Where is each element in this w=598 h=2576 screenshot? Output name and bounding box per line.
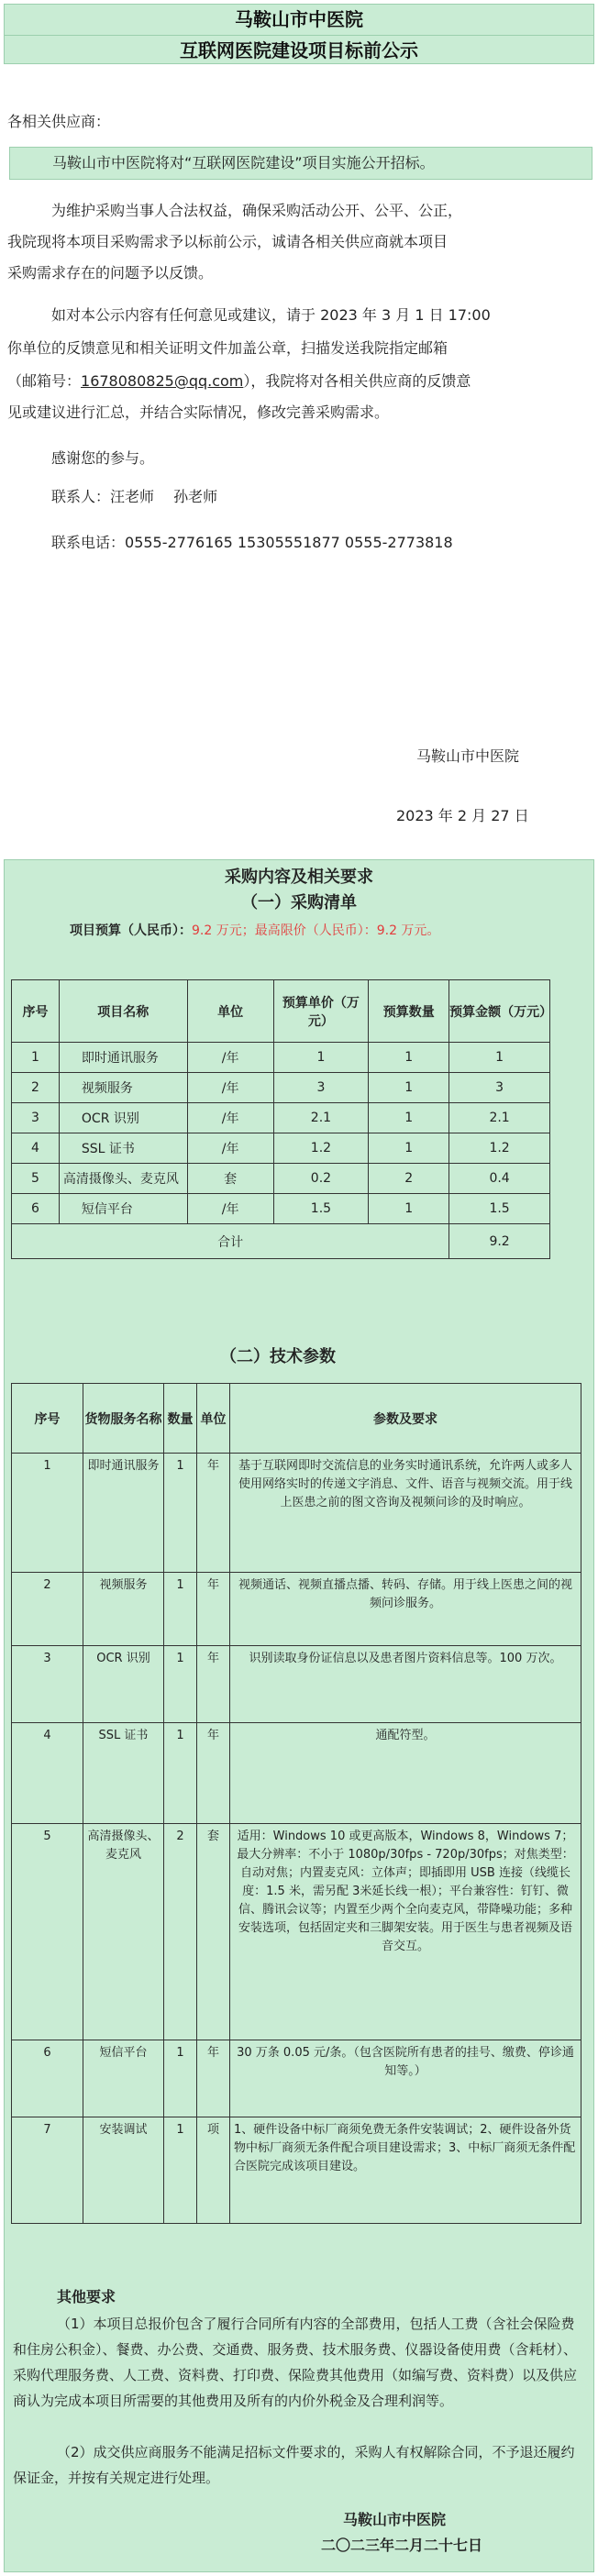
email-link[interactable]: 1678080825@qq.com (81, 372, 244, 390)
cell: 项 (197, 2117, 230, 2224)
cell: 1 (164, 2117, 197, 2224)
para1-line2: 我院现将本项目采购需求予以标前公示，诚请各相关供应商就本项目 (7, 233, 448, 250)
cell: 1 (369, 1103, 449, 1133)
cell: 2 (164, 1824, 197, 2040)
page-title: 马鞍山市中医院 (235, 8, 363, 30)
contact-person: 联系人：汪老师 孙老师 (51, 488, 218, 505)
table-row (12, 1573, 581, 1646)
cell: SSL 证书 (83, 1723, 164, 1824)
cell: 2 (369, 1164, 449, 1194)
header-banner (4, 4, 594, 64)
budget-value: 9.2 万元；最高限价（人民币）：9.2 万元。 (192, 923, 440, 938)
col-header-amount: 预算金额（万元） (449, 980, 550, 1043)
phone-numbers: 0555-2776165 15305551877 0555-2773818 (125, 534, 453, 551)
cell: 1 (164, 2040, 197, 2117)
cell: 2 (12, 1573, 83, 1646)
col-header-no: 序号 (12, 1384, 83, 1454)
cell: 基于互联网即时交流信息的业务实时通讯系统，允许两人或多人使用网络实时的传递文字消息、文件、语音与视频交流。用于线上医患之前的图文咨询及视频问诊的及时响应。 (230, 1454, 581, 1573)
table-row (12, 1454, 581, 1573)
cell: 3 (12, 1646, 83, 1723)
cell: 1.2 (449, 1133, 550, 1164)
col-header-name: 项目名称 (59, 980, 187, 1043)
procurement-list-title: （一）采购清单 (241, 893, 357, 912)
cell: 安装调试 (83, 2117, 164, 2224)
cell: 识别读取身份证信息以及患者图片资料信息等。100 万次。 (230, 1646, 581, 1723)
signature-org: 马鞍山市中医院 (416, 747, 520, 765)
other-requirement-2: （2）成交供应商服务不能满足招标文件要求的，采购人有权解除合同，不予退还履约保证金，并按有关规定进行处理。 (13, 2444, 575, 2486)
salutation: 各相关供应商： (7, 113, 111, 130)
cell: 年 (197, 1573, 230, 1646)
tech-params-table (11, 1383, 581, 2224)
table-header-row (12, 1384, 581, 1454)
table-row (12, 1194, 550, 1224)
para2-line3 (7, 369, 471, 394)
cell: 7 (12, 2117, 83, 2224)
table-row (12, 1723, 581, 1824)
para2-line4: 见或建议进行汇总，并结合实际情况，修改完善采购需求。 (7, 404, 390, 421)
cell: /年 (187, 1043, 273, 1073)
cell: 1 (12, 1043, 60, 1073)
footer-org: 马鞍山市中医院 (343, 2511, 447, 2528)
other-requirement-1: （1）本项目总报价包含了履行合同所有内容的全部费用，包括人工费（含社会保险费和住房公积金）、餐费、办公费、交通费、服务费、技术服务费、仪器设备使用费（含耗材）、采购代理服务费、人工费、资料费、打印费、保险费其他费用（如编写费、资料费）以及供应商认为完成本项目所需要的其他费用及所有的内价外税金及合理利润等。 (13, 2316, 578, 2409)
cell: 2.1 (449, 1103, 550, 1133)
cell: 即时通讯服务 (59, 1043, 187, 1073)
cell: 高清摄像头、麦克风 (83, 1824, 164, 2040)
cell: 高清摄像头、麦克风 (59, 1164, 187, 1194)
cell: 2.1 (273, 1103, 369, 1133)
highlight-line: 马鞍山市中医院将对“互联网医院建设”项目实施公开招标。 (9, 147, 592, 180)
cell: /年 (187, 1103, 273, 1133)
table-row (12, 1646, 581, 1723)
cell: 1 (164, 1646, 197, 1723)
col-header-price (273, 980, 369, 1043)
cell: OCR 识别 (59, 1103, 187, 1133)
table-header-row (12, 980, 550, 1043)
total-value: 9.2 (449, 1224, 550, 1259)
contact-phone (51, 530, 453, 556)
cell: 通配符型。 (230, 1723, 581, 1824)
cell: 年 (197, 2040, 230, 2117)
budget-label: 项目预算（人民币）： (70, 923, 192, 938)
cell: 5 (12, 1164, 60, 1194)
table-row (12, 1133, 550, 1164)
para2-line3-b: ），我院将对各相关供应商的反馈意 (243, 372, 471, 390)
cell: 2 (12, 1073, 60, 1103)
cell: 1 (12, 1454, 83, 1573)
table-row (12, 1043, 550, 1073)
cell: 5 (12, 1824, 83, 2040)
cell: 1 (369, 1043, 449, 1073)
col-header-spec: 参数及要求 (230, 1384, 581, 1454)
table-row (12, 1073, 550, 1103)
cell: 套 (187, 1164, 273, 1194)
cell: 1、硬件设备中标厂商须免费无条件安装调试；2、硬件设备外货物中标厂商须无条件配合项目建设需求；3、中标厂商须无条件配合医院完成该项目建设。 (230, 2117, 581, 2224)
cell: 1.5 (449, 1194, 550, 1224)
para2-line3-a: （邮箱号： (7, 372, 82, 390)
cell: 3 (449, 1073, 550, 1103)
cell: 1 (369, 1133, 449, 1164)
cell: 3 (273, 1073, 369, 1103)
other-requirements-title: 其他要求 (57, 2288, 116, 2305)
cell: 6 (12, 2040, 83, 2117)
cell: 1 (369, 1194, 449, 1224)
cell: SSL 证书 (59, 1133, 187, 1164)
footer-date: 二〇二三年二月二十七日 (321, 2537, 483, 2554)
cell: 1.2 (273, 1133, 369, 1164)
cell: 4 (12, 1133, 60, 1164)
cell: 1 (369, 1073, 449, 1103)
cell: 套 (197, 1824, 230, 2040)
para1-line1: 为维护采购当事人合法权益，确保采购活动公开、公平、公正， (51, 202, 463, 219)
phone-label: 联系电话： (51, 534, 126, 551)
table-row (12, 2040, 581, 2117)
cell: 短信平台 (83, 2040, 164, 2117)
cell: 适用：Windows 10 或更高版本，Windows 8，Windows 7；最大分辨率：不小于 1080p/30fps - 720p/30fps；对焦类型：自动对焦；内置麦克风：立体声；即插即用 USB 连接（线缆长度：1.5 米，需另配 3米延长线一根）；平台兼容性：钉钉、微信、腾讯会议等；内置至少两个全向麦克风，带降噪功能；多种安装选项，包括固定夹和三脚架安装。用于医生与患者视频及语音交互。 (230, 1824, 581, 2040)
col-header-qty: 数量 (164, 1384, 197, 1454)
cell: 1 (449, 1043, 550, 1073)
price-header-text: 预算单价（万元） (282, 995, 360, 1029)
table-row (12, 1164, 550, 1194)
cell: 短信平台 (59, 1194, 187, 1224)
budget-line (70, 921, 439, 939)
para2-line1: 如对本公示内容有任何意见或建议，请于 2023 年 3 月 1 日 17:00 (51, 306, 491, 324)
para1-line3: 采购需求存在的问题予以反馈。 (7, 264, 214, 282)
para2-line2: 你单位的反馈意见和相关证明文件加盖公章，扫描发送我院指定邮箱 (7, 339, 448, 357)
cell: 视频服务 (83, 1573, 164, 1646)
cell: OCR 识别 (83, 1646, 164, 1723)
table-row (12, 2117, 581, 2224)
signature-date: 2023 年 2 月 27 日 (396, 807, 529, 824)
cell: /年 (187, 1133, 273, 1164)
col-header-no: 序号 (12, 980, 60, 1043)
cell: 年 (197, 1723, 230, 1824)
cell: 即时通讯服务 (83, 1454, 164, 1573)
col-header-goods: 货物服务名称 (83, 1384, 164, 1454)
cell: 年 (197, 1646, 230, 1723)
cell: 3 (12, 1103, 60, 1133)
cell: 年 (197, 1454, 230, 1573)
cell: /年 (187, 1073, 273, 1103)
notice-paragraph-1 (7, 196, 594, 226)
cell: 4 (12, 1723, 83, 1824)
page-subtitle: 互联网医院建设项目标前公示 (180, 39, 418, 61)
col-header-qty: 预算数量 (369, 980, 449, 1043)
procurement-table (11, 979, 553, 1259)
cell: 1 (164, 1573, 197, 1646)
table-row (12, 1824, 581, 2040)
cell: 1.5 (273, 1194, 369, 1224)
col-header-unit: 单位 (187, 980, 273, 1043)
cell: 1 (164, 1723, 197, 1824)
thanks-line: 感谢您的参与。 (51, 449, 155, 467)
section-title: 采购内容及相关要求 (225, 868, 373, 887)
cell: 6 (12, 1194, 60, 1224)
cell: 1 (164, 1454, 197, 1573)
cell: 1 (273, 1043, 369, 1073)
table-total-row (12, 1224, 550, 1259)
cell: 0.4 (449, 1164, 550, 1194)
cell: 视频服务 (59, 1073, 187, 1103)
col-header-unit: 单位 (197, 1384, 230, 1454)
cell: /年 (187, 1194, 273, 1224)
cell: 视频通话、视频直播点播、转码、存储。用于线上医患之间的视频问诊服务。 (230, 1573, 581, 1646)
cell: 0.2 (273, 1164, 369, 1194)
table-row (12, 1103, 550, 1133)
tech-params-title: （二）技术参数 (220, 1347, 336, 1366)
cell: 30 万条 0.05 元/条。（包含医院所有患者的挂号、缴费、停诊通知等。） (230, 2040, 581, 2117)
total-label: 合计 (12, 1224, 449, 1259)
